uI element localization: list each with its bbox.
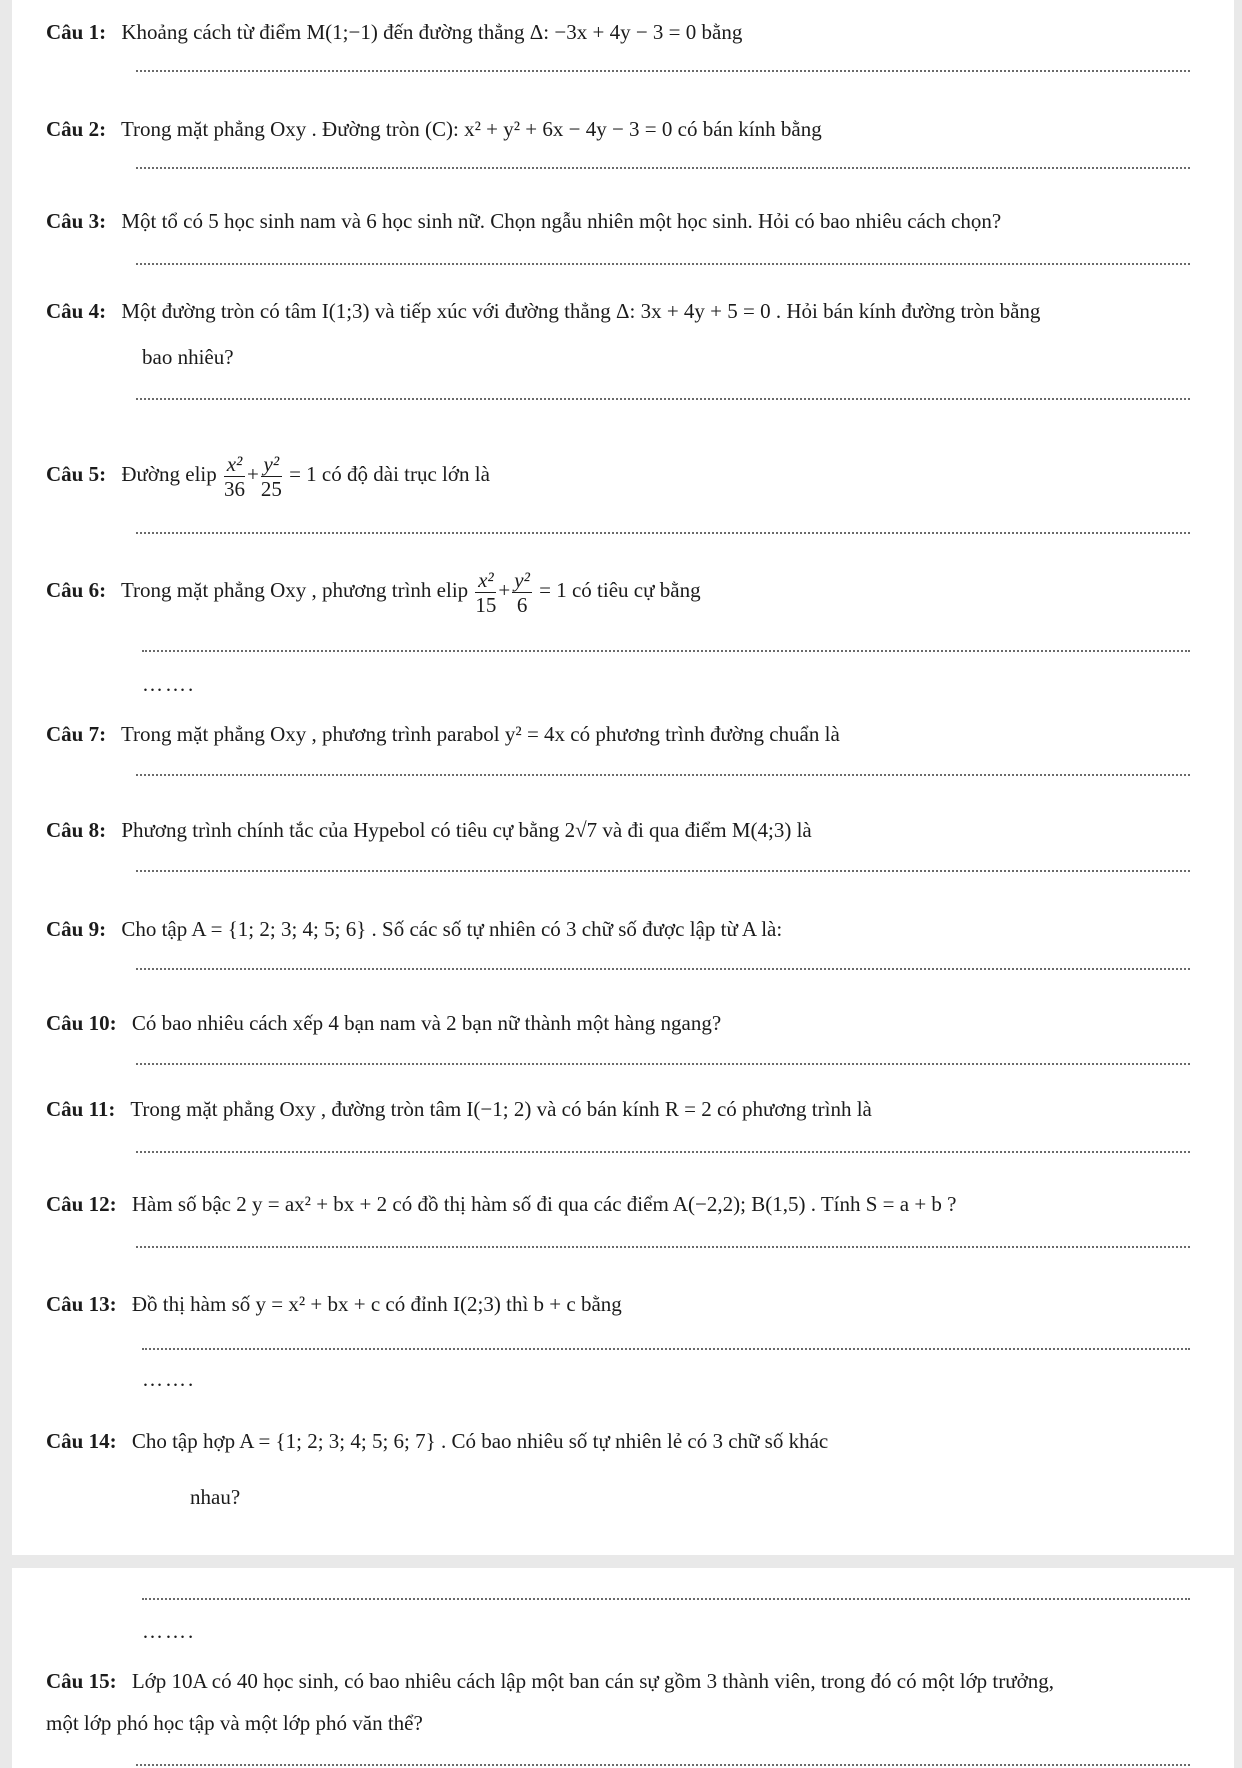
question-continuation: bao nhiêu? <box>142 345 234 369</box>
fraction <box>224 452 245 501</box>
fraction-numerator: y² <box>514 567 530 592</box>
question-text: Hàm số bậc 2 y = ax² + bx + 2 có đồ thị hàm số đi qua các điểm A(−2,2); B(1,5) . Tính S = a + b ? <box>131 1192 957 1216</box>
question-text: Khoảng cách từ điểm M(1;−1) đến đường thẳng Δ: −3x + 4y − 3 = 0 bằng <box>121 20 743 44</box>
question-label: Câu 3: <box>46 209 107 233</box>
question-text: Trong mặt phẳng Oxy . Đường tròn (C): x² + y² + 6x − 4y − 3 = 0 có bán kính bằng <box>120 117 822 141</box>
question-label: Câu 12: <box>46 1192 117 1216</box>
question-label: Câu 15: <box>46 1669 117 1693</box>
answer-line[interactable] <box>142 1598 1190 1600</box>
question-13 <box>46 1290 1232 1318</box>
question-label: Câu 4: <box>46 299 107 323</box>
question-text: Một đường tròn có tâm I(1;3) và tiếp xúc với đường thẳng Δ: 3x + 4y + 5 = 0 . Hỏi bán kính đường tròn bằng <box>121 299 1041 323</box>
fraction <box>261 452 282 501</box>
question-text: Cho tập hợp A = {1; 2; 3; 4; 5; 6; 7} . Có bao nhiêu số tự nhiên lẻ có 3 chữ số khác <box>131 1429 829 1453</box>
question-9 <box>46 915 1232 943</box>
question-label: Câu 1: <box>46 20 107 44</box>
answer-line[interactable] <box>136 774 1190 776</box>
question-text: Lớp 10A có 40 học sinh, có bao nhiêu cách lập một ban cán sự gồm 3 thành viên, trong đó có một lớp trưởng, <box>131 1669 1054 1693</box>
question-4 <box>46 297 1232 325</box>
question-text: = 1 có tiêu cự bằng <box>539 578 701 602</box>
fraction <box>512 568 532 617</box>
answer-line[interactable] <box>136 263 1190 265</box>
question-label: Câu 5: <box>46 462 107 486</box>
question-label: Câu 7: <box>46 722 107 746</box>
question-text: Phương trình chính tắc của Hypebol có tiêu cự bằng 2√7 và đi qua điểm M(4;3) là <box>121 818 812 842</box>
answer-line[interactable] <box>136 968 1190 970</box>
fraction-numerator: x² <box>224 452 245 477</box>
answer-line[interactable] <box>136 1764 1190 1766</box>
question-text: Đồ thị hàm số y = x² + bx + c có đỉnh I(2;3) thì b + c bằng <box>131 1292 622 1316</box>
question-15 <box>46 1667 1232 1695</box>
question-11 <box>46 1095 1232 1123</box>
question-label: Câu 10: <box>46 1011 117 1035</box>
answer-line[interactable] <box>136 1151 1190 1153</box>
answer-line[interactable] <box>136 167 1190 169</box>
question-text: Trong mặt phẳng Oxy , đường tròn tâm I(−1; 2) và có bán kính R = 2 có phương trình là <box>130 1097 872 1121</box>
fraction-numerator: x² <box>475 568 496 593</box>
question-text: Cho tập A = {1; 2; 3; 4; 5; 6} . Số các số tự nhiên có 3 chữ số được lập từ A là: <box>121 917 783 941</box>
answer-line[interactable] <box>142 650 1190 652</box>
answer-line-short[interactable]: ……. <box>142 672 196 696</box>
question-1 <box>46 18 1232 46</box>
question-10 <box>46 1009 1232 1037</box>
answer-line[interactable] <box>136 870 1190 872</box>
fraction-denominator: 25 <box>260 476 282 501</box>
answer-line[interactable] <box>136 1246 1190 1248</box>
question-text: Đường elip <box>121 462 217 486</box>
answer-line[interactable] <box>136 398 1190 400</box>
question-12 <box>46 1190 1232 1218</box>
answer-line[interactable] <box>136 1063 1190 1065</box>
answer-line[interactable] <box>136 70 1190 72</box>
fraction-numerator: y² <box>261 452 282 477</box>
fraction-denominator: 6 <box>516 592 528 617</box>
question-7 <box>46 720 1232 748</box>
question-label: Câu 8: <box>46 818 107 842</box>
answer-line[interactable] <box>136 532 1190 534</box>
fraction-denominator: 36 <box>224 476 245 501</box>
question-6: Câu 6: Trong mặt phẳng Oxy , phương trình elip $\frac{\text{x²}}{15}$ + $\frac{\text{y²}}{6}$ = 1 có tiêu cự bằng <box>46 567 701 617</box>
question-label: Câu 2: <box>46 117 107 141</box>
question-label: Câu 14: <box>46 1429 117 1453</box>
fraction-denominator: 15 <box>475 592 497 617</box>
question-text: = 1 có độ dài trục lớn là <box>289 462 490 486</box>
question-label: Câu 9: <box>46 917 107 941</box>
question-5: Câu 5: Đường elip $\frac{\text{x²}}{36}$ + $\frac{\text{y²}}{25}$ = 1 có độ dài trục lớn là <box>46 451 490 501</box>
question-8 <box>46 816 1232 844</box>
answer-line-short[interactable]: ……. <box>142 1619 196 1643</box>
question-label: Câu 13: <box>46 1292 117 1316</box>
question-text: Có bao nhiêu cách xếp 4 bạn nam và 2 bạn nữ thành một hàng ngang? <box>131 1011 722 1035</box>
question-3 <box>46 207 1232 235</box>
question-14 <box>46 1427 1232 1455</box>
question-label: Câu 11: <box>46 1097 116 1121</box>
question-2 <box>46 115 1232 143</box>
question-continuation: nhau? <box>190 1485 241 1509</box>
question-label: Câu 6: <box>46 578 107 602</box>
answer-line-short[interactable]: ……. <box>142 1367 196 1391</box>
answer-line[interactable] <box>142 1348 1190 1350</box>
fraction <box>475 568 496 617</box>
question-text: Trong mặt phẳng Oxy , phương trình elip <box>120 578 469 602</box>
question-continuation: một lớp phó học tập và một lớp phó văn thể? <box>46 1711 423 1735</box>
question-text: Một tổ có 5 học sinh nam và 6 học sinh nữ. Chọn ngẫu nhiên một học sinh. Hỏi có bao nhiêu cách chọn? <box>121 209 1002 233</box>
question-text: Trong mặt phẳng Oxy , phương trình parabol y² = 4x có phương trình đường chuẩn là <box>120 722 840 746</box>
